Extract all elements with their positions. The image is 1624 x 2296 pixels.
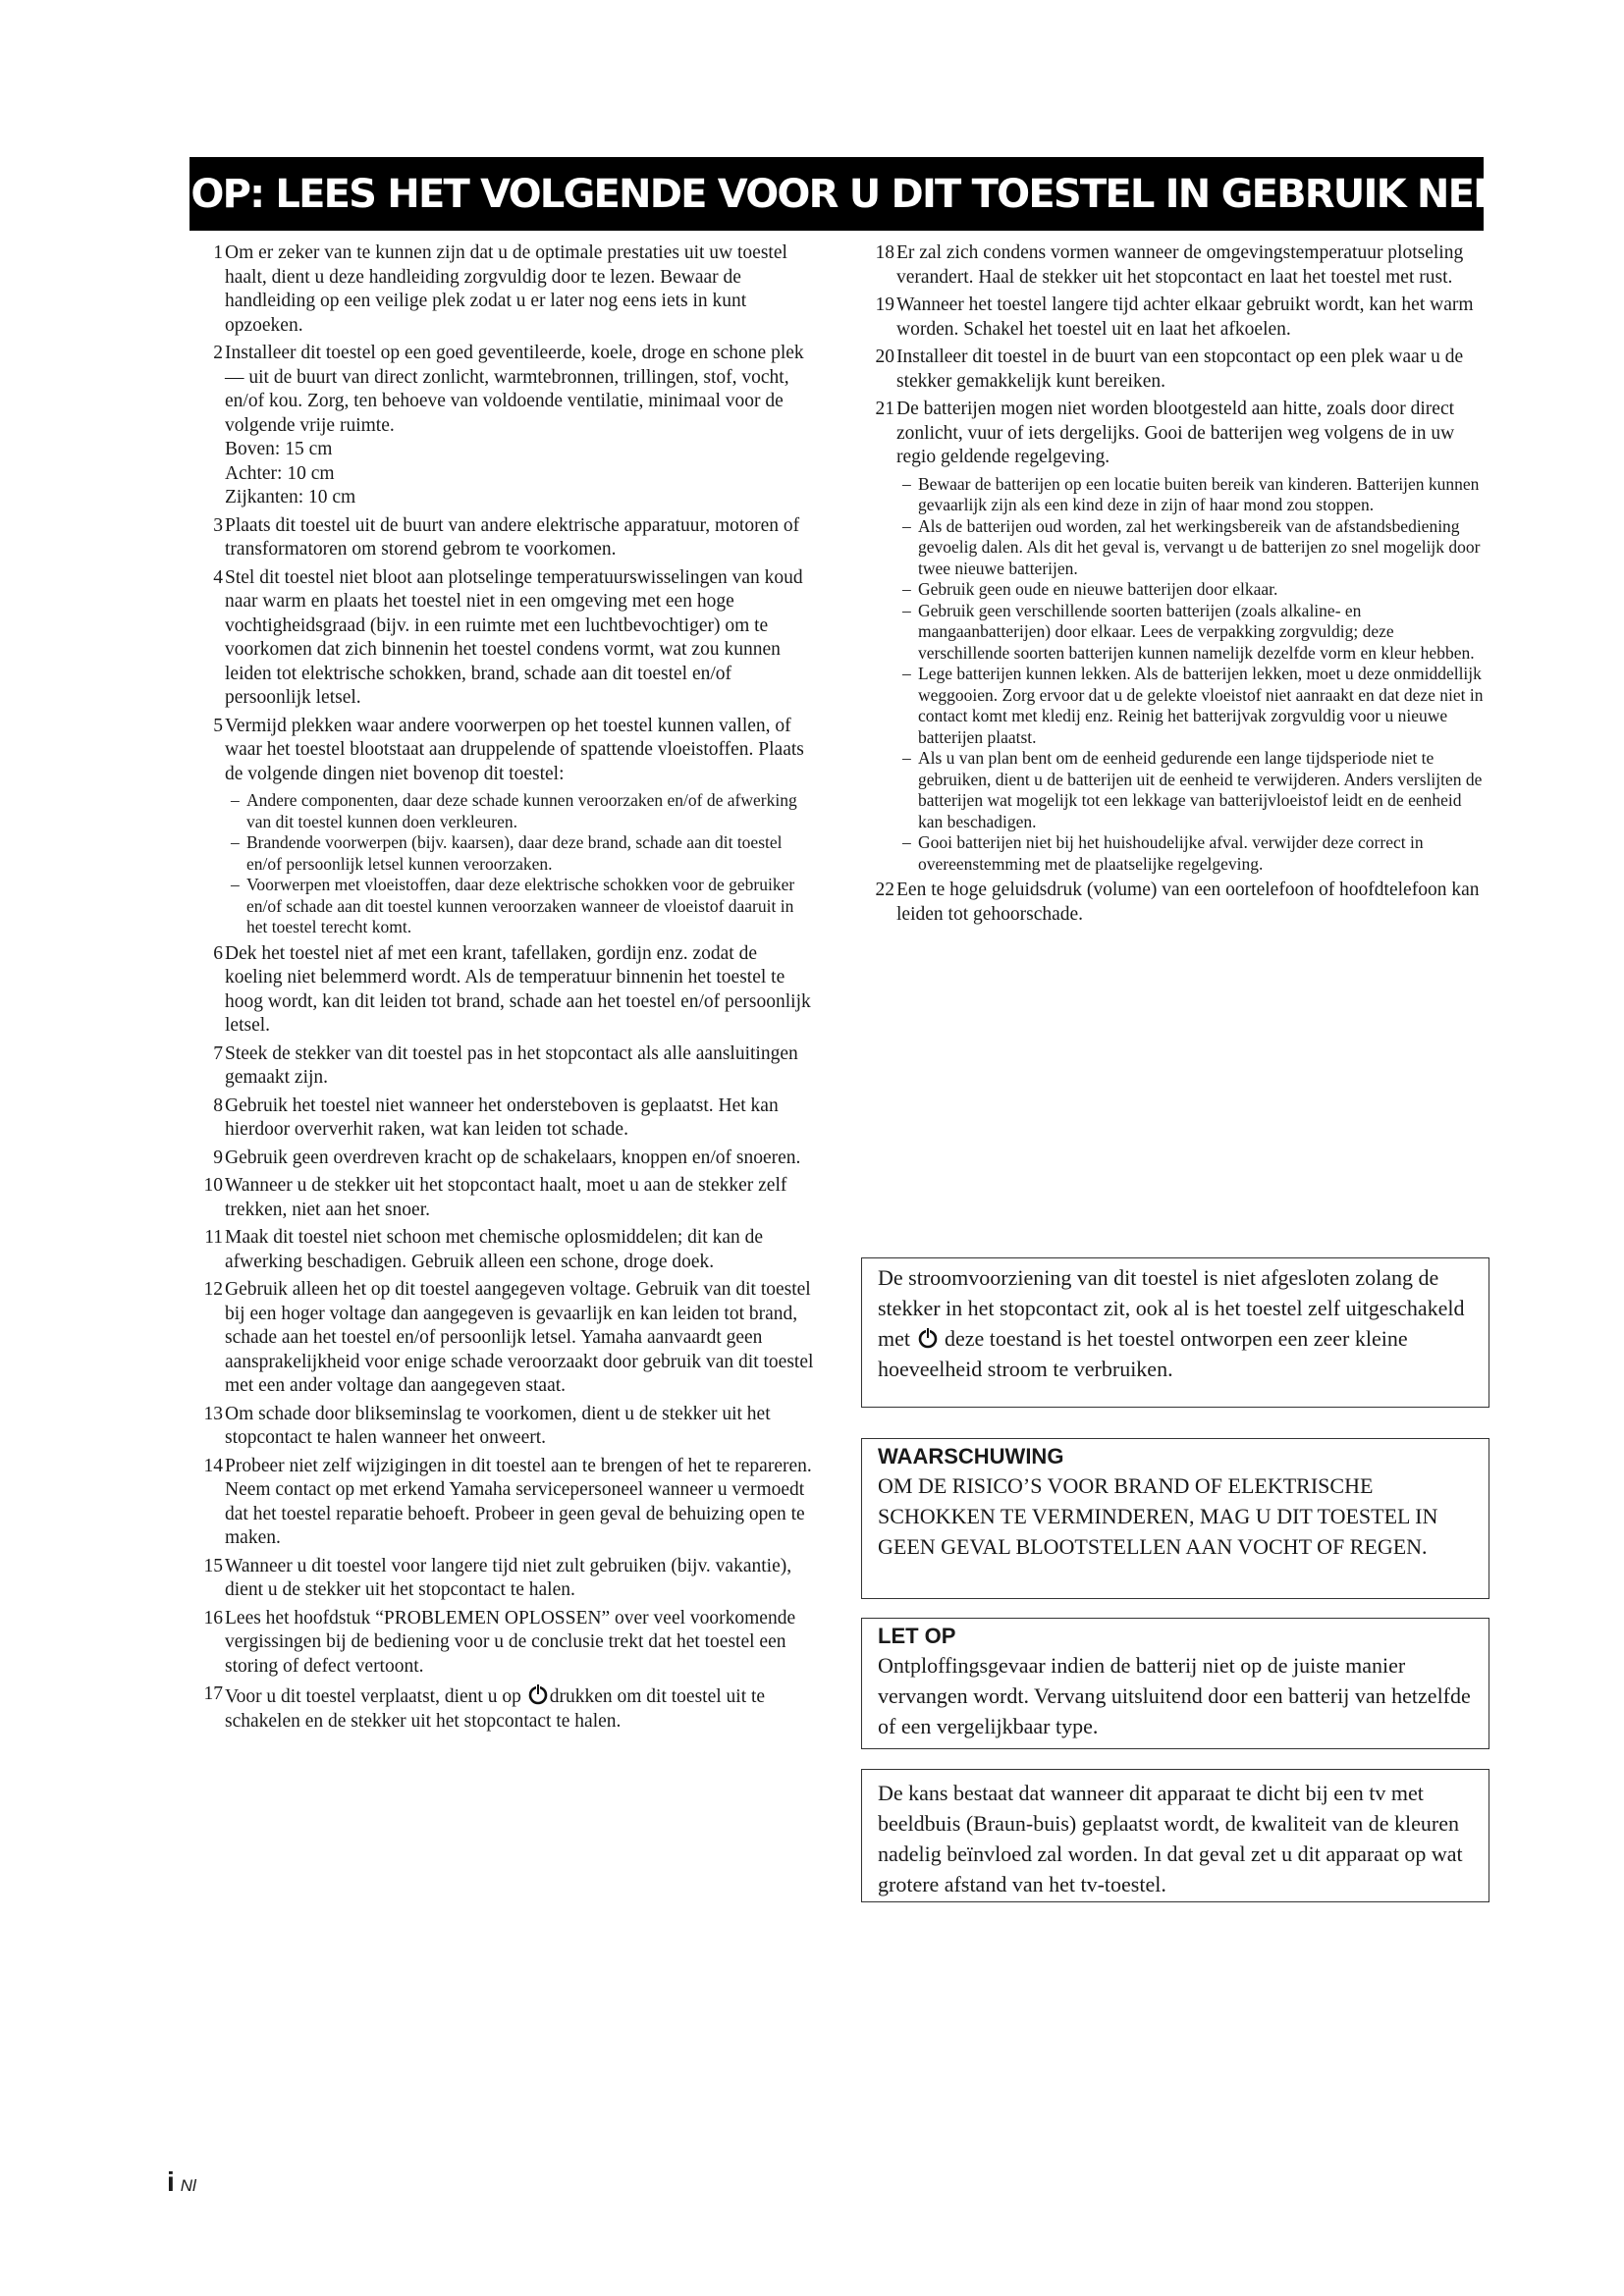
- item-text: Lees het hoofdstuk “PROBLEMEN OPLOSSEN” over veel voorkomende vergissingen bij de bediening voor u de conclusie trekt dat het toestel een storing of defect vertoont.: [225, 1607, 796, 1677]
- item-text: Probeer niet zelf wijzigingen in dit toestel aan te brengen of het te repareren. Neem contact op met erkend Yamaha servicepersoneel wanneer u vermoedt dat het toestel reparatie behoeft. Probeer in geen geval de behuizing open te maken.: [225, 1455, 812, 1548]
- caution-heading: LET OP: [878, 1624, 956, 1648]
- item-number: 22: [875, 880, 894, 900]
- list-item: [189, 715, 818, 787]
- item-text: Wanneer u de stekker uit het stopcontact haalt, moet u aan de stekker zelf trekken, niet aan het snoer.: [225, 1175, 787, 1220]
- clearance-top: Boven: 15 cm: [225, 439, 333, 459]
- right-column: [861, 241, 1489, 931]
- item-text: Plaats dit toestel uit de buurt van andere elektrische apparatuur, motoren of transformatoren om storend gebrom te voorkomen.: [225, 514, 800, 560]
- item-text: Gebruik geen overdreven kracht op de schakelaars, knoppen en/of snoeren.: [225, 1147, 801, 1168]
- item-text: Wanneer u dit toestel voor langere tijd niet zult gebruiken (bijv. vakantie), dient u de stekker uit het stopcontact te halen.: [225, 1555, 792, 1600]
- item-text: Wanneer het toestel langere tijd achter elkaar gebruikt wordt, kan het warm worden. Schakel het toestel uit en laat het afkoelen.: [896, 294, 1474, 340]
- item-number: 21: [875, 399, 894, 419]
- sub-item: – Als u van plan bent om de eenheid gedurende een lange tijdsperiode niet te gebruiken, dient u de batterijen uit de eenheid te verwijderen. Anders verslijten de batterijen wat mogelijk tot een lekkage van batterijvloeistof leidt en de eenheid kan beschadigen.: [883, 748, 1489, 832]
- item-text: Installeer dit toestel op een goed geventileerde, koele, droge en schone plek — uit de buurt van direct zonlicht, warmtebronnen, trillingen, stof, vocht, en/of kou. Zorg, ten behoeve van voldoende ventilatie, minimaal voor de volgende vrije ruimte.: [225, 343, 804, 436]
- list-item: [189, 1278, 818, 1399]
- item-text: Installeer dit toestel in de buurt van een stopcontact op een plek waar u de stekker gemakkelijk kunt bereiken.: [896, 347, 1464, 392]
- list-item: [189, 1042, 818, 1091]
- item-number: 18: [875, 242, 894, 263]
- sub-item: – Lege batterijen kunnen lekken. Als de batterijen lekken, moet u deze onmiddellijk weggooien. Zorg ervoor dat u de gelekte vloeistof niet aanraakt en dat deze niet in contact komt met kledij enz. Reinig het batterijvak zorgvuldig voor u nieuwe batterijen plaatst.: [883, 664, 1489, 748]
- list-item: [861, 294, 1489, 342]
- power-notice-box: [861, 1257, 1489, 1408]
- item-number: 4: [213, 566, 223, 588]
- item-number: 19: [875, 294, 894, 315]
- page-footer: [167, 2166, 196, 2198]
- item-text: Maak dit toestel niet schoon met chemische oplosmiddelen; dit kan de afwerking beschadigen. Gebruik alleen een schone, droge doek.: [225, 1227, 764, 1272]
- item-text: [225, 1682, 818, 1734]
- list-item: [189, 566, 818, 711]
- list-item: [861, 398, 1489, 470]
- list-item: [189, 1455, 818, 1551]
- caution-text: Ontploffingsgevaar indien de batterij niet op de juiste manier vervangen wordt. Vervang uitsluitend door een batterij van hetzelfde of een vergelijkbaar type.: [878, 1653, 1471, 1738]
- list-item: [189, 342, 818, 510]
- item-text: Steek de stekker van dit toestel pas in het stopcontact als alle aansluitingen gemaakt zijn.: [225, 1042, 798, 1088]
- item-text: De batterijen mogen niet worden blootgesteld aan hitte, zoals door direct zonlicht, vuur of iets dergelijks. Gooi de batterijen weg volgens de in uw regio geldende regelgeving.: [896, 399, 1455, 467]
- list-item: [189, 1226, 818, 1274]
- warning-box: [861, 1438, 1489, 1599]
- warning-text: OM DE RISICO’S VOOR BRAND OF ELEKTRISCHE SCHOKKEN TE VERMINDEREN, MAG U DIT TOESTEL IN GEEN GEVAL BLOOTSTELLEN AAN VOCHT OF REGEN.: [878, 1473, 1438, 1559]
- tv-notice-box: [861, 1769, 1489, 1902]
- item-number: 10: [203, 1175, 223, 1196]
- item-text: Stel dit toestel niet bloot aan plotselinge temperatuurswisselingen van koud naar warm en plaats het toestel niet in een omgeving met een hoge vochtigheidsgraad (bijv. in een ruimte met een luchtbevochtiger) om te voorkomen dat zich binnenin het toestel condens vormt, wat zou kunnen leiden tot elektrische schokken, brand, schade aan dit toestel en/of persoonlijk letsel.: [225, 566, 803, 708]
- list-item: [189, 1403, 818, 1451]
- power-icon: [916, 1326, 940, 1350]
- list-item: [189, 514, 818, 562]
- sub-item: – Als de batterijen oud worden, zal het werkingsbereik van de afstandsbediening gevoelig dalen. Als dit het geval is, vervangt u de batterijen zo snel mogelijk door twee nieuwe batterijen.: [883, 516, 1489, 580]
- list-item: [189, 1555, 818, 1603]
- power-icon: [526, 1682, 550, 1706]
- item-text-part: Voor u dit toestel verplaatst, dient u op: [225, 1686, 521, 1707]
- item-text: Een te hoge geluidsdruk (volume) van een oortelefoon of hoofdtelefoon kan leiden tot gehoorschade.: [896, 880, 1480, 925]
- list-item: [189, 1682, 818, 1734]
- clearance-sides: Zijkanten: 10 cm: [225, 487, 356, 507]
- sub-item: – Bewaar de batterijen op een locatie buiten bereik van kinderen. Batterijen kunnen gevaarlijk zijn als een kind deze in zijn of haar mond zou stoppen.: [883, 474, 1489, 516]
- item-text: Er zal zich condens vormen wanneer de omgevingstemperatuur plotseling verandert. Haal de stekker uit het stopcontact en laat het toestel met rust.: [896, 242, 1464, 288]
- sub-item: – Gooi batterijen niet bij het huishoudelijke afval. verwijder deze correct in overeenstemming met de plaatselijke regelgeving.: [883, 832, 1489, 875]
- list-item: [861, 241, 1489, 290]
- sub-item: – Gebruik geen oude en nieuwe batterijen door elkaar.: [883, 579, 1489, 601]
- page-title-banner: LET OP: LEES HET VOLGENDE VOOR U DIT TOESTEL IN GEBRUIK NEEMT.: [189, 157, 1484, 231]
- item-text: Gebruik alleen het op dit toestel aangegeven voltage. Gebruik van dit toestel bij een hoger voltage dan aangegeven is gevaarlijk en kan leiden tot brand, schade aan het toestel en/of persoonlijk letsel. Yamaha aanvaardt geen aansprakelijkheid voor enige schade veroorzaakt door gebruik van dit toestel met een ander voltage dan aangegeven staat.: [225, 1279, 814, 1396]
- list-item: [189, 1607, 818, 1680]
- power-notice-text: De stroomvoorziening van dit toestel is niet afgesloten zolang de stekker in het stopcontact zit, ook al is het toestel zelf uitgeschakeld met: [878, 1265, 1465, 1351]
- warning-heading: WAARSCHUWING: [878, 1444, 1064, 1468]
- item-number: 15: [203, 1555, 223, 1576]
- item-number: 11: [204, 1227, 223, 1248]
- list-item: [861, 346, 1489, 394]
- sub-item: – Gebruik geen verschillende soorten batterijen (zoals alkaline- en mangaanbatterijen) door elkaar. Lees de verpakking zorgvuldig; deze verschillende soorten batterijen kunnen namelijk dezelfde vorm en kleur hebben.: [883, 601, 1489, 665]
- list-item: [189, 241, 818, 338]
- sub-item: – Voorwerpen met vloeistoffen, daar deze elektrische schokken voor de gebruiker en/of schade aan dit toestel kunnen veroorzaken wanneer de vloeistof daaruit in het toestel terecht komt.: [211, 875, 818, 938]
- item-number: 2: [213, 343, 223, 363]
- item-number: 14: [203, 1455, 223, 1476]
- power-notice-text-cont: deze toestand is het toestel ontworpen een zeer kleine hoeveelheid stroom te verbruiken.: [878, 1326, 1408, 1381]
- item-number: 8: [213, 1095, 223, 1116]
- item-text: Gebruik het toestel niet wanneer het ondersteboven is geplaatst. Het kan hierdoor oververhit raken, wat kan leiden tot schade.: [225, 1095, 779, 1140]
- caution-box: [861, 1618, 1489, 1749]
- item-number: 1: [213, 242, 223, 263]
- item-text: Om er zeker van te kunnen zijn dat u de optimale prestaties uit uw toestel haalt, dient u deze handleiding zorgvuldig door te lezen. Bewaar de handleiding op een veilige plek zodat u er later nog eens iets in kunt opzoeken.: [225, 242, 787, 336]
- list-item: [189, 1174, 818, 1222]
- item-number: 13: [203, 1403, 223, 1424]
- item-number: 3: [213, 514, 223, 536]
- item-number: 16: [203, 1607, 223, 1629]
- item-number: 20: [875, 347, 894, 367]
- language-code: Nl: [180, 2176, 196, 2195]
- item-number: 17: [203, 1683, 223, 1704]
- item-number: 7: [213, 1042, 223, 1064]
- item-number: 9: [213, 1147, 223, 1168]
- clearance-back: Achter: 10 cm: [225, 462, 335, 484]
- item-text-part: drukken om dit toestel uit te schakelen en de stekker uit het stopcontact te halen.: [225, 1686, 766, 1732]
- page-number: i: [167, 2166, 175, 2197]
- list-item: [189, 1095, 818, 1143]
- list-item: [861, 879, 1489, 927]
- sub-item: – Andere componenten, daar deze schade kunnen veroorzaken en/of de afwerking van dit toestel kunnen doen verkleuren.: [211, 790, 818, 832]
- item-number: 5: [213, 715, 223, 736]
- item-text: Dek het toestel niet af met een krant, tafellaken, gordijn enz. zodat de koeling niet belemmerd wordt. Als de temperatuur binnenin het toestel te hoog wordt, kan dit leiden tot brand, schade aan het toestel en/of persoonlijk letsel.: [225, 942, 811, 1036]
- item-number: 12: [203, 1279, 223, 1300]
- item-text: Vermijd plekken waar andere voorwerpen op het toestel kunnen vallen, of waar het toestel blootstaat aan druppelende of spattende vloeistoffen. Plaats de volgende dingen niet bovenop dit toestel:: [225, 715, 804, 784]
- left-column: [189, 241, 818, 1737]
- list-item: [189, 1147, 818, 1171]
- item-number: 6: [213, 942, 223, 964]
- tv-notice-text: De kans bestaat dat wanneer dit apparaat te dicht bij een tv met beeldbuis (Braun-buis) geplaatst wordt, de kwaliteit van de kleuren nadelig beïnvloed zal worden. In dat geval zet u dit apparaat op wat grotere afstand van het tv-toestel.: [878, 1781, 1463, 1896]
- list-item: [189, 942, 818, 1039]
- item-text: Om schade door blikseminslag te voorkomen, dient u de stekker uit het stopcontact te halen wanneer het onweert.: [225, 1403, 771, 1448]
- sub-item: – Brandende voorwerpen (bijv. kaarsen), daar deze brand, schade aan dit toestel en/of persoonlijk letsel kunnen veroorzaken.: [211, 832, 818, 875]
